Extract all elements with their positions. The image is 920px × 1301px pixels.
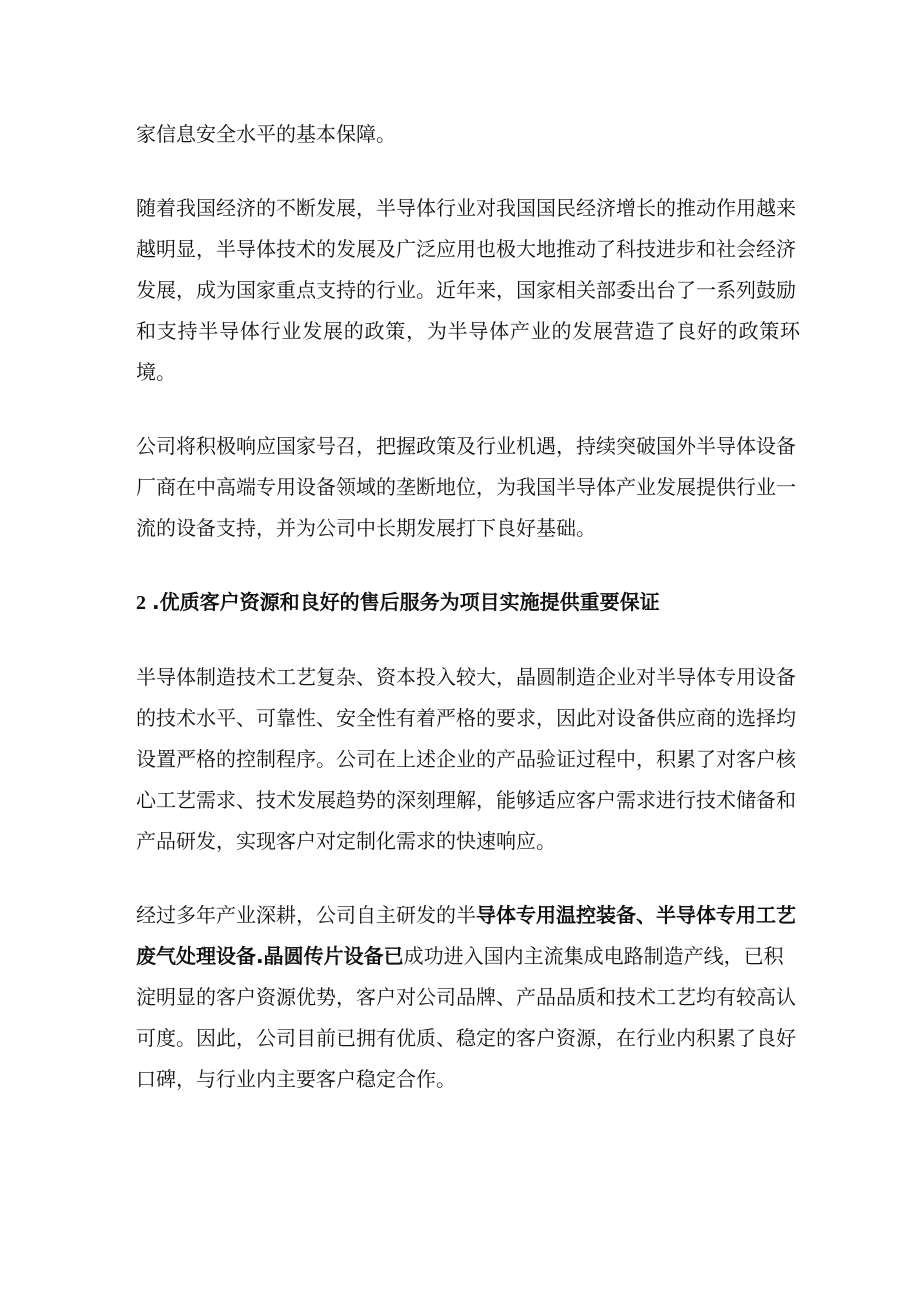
- paragraph-5: [136, 895, 800, 1100]
- section-title: .优质客户资源和良好的售后服务为项目实施提供重要保证: [152, 590, 660, 614]
- paragraph-5-rest: 成功进入国内主流集成电路制造产线，已积 淀明显的客户资源优势，客户对公司品牌、产品品质和技术工艺均有较高认 可度。因此，公司目前已拥有优质、稳定的客户资源，在行业内积累了良好 口碑，与行业内主要客户稳定合作。: [136, 944, 796, 1091]
- document-body: [136, 114, 800, 1133]
- paragraph-2: 随着我国经济的不断发展，半导体行业对我国国民经济增长的推动作用越来 越明显，半导体技术的发展及广泛应用也极大地推动了科技进步和社会经济 发展，成为国家重点支持的行业。近年来，国家相关部委出台了一系列鼓励 和支持半导体行业发展的政策，为半导体产业的发展营造了良好的政策环境。: [136, 196, 800, 384]
- section-number: 2: [136, 592, 146, 614]
- section-heading: [136, 582, 800, 624]
- paragraph-3: 公司将积极响应国家号召，把握政策及行业机遇，持续突破国外半导体设备 厂商在中高端专用设备领域的垄断地位，为我国半导体产业发展提供行业一 流的设备支持，并为公司中长期发展打下良好基础。: [136, 434, 796, 540]
- paragraph-5-intro: 经过多年产业深耕，公司自主研发的半: [136, 903, 476, 927]
- paragraph-5-bold: 导体专用温控装备、半导体专用工艺 废气处理设备.晶圆传片设备已: [136, 903, 796, 968]
- paragraph-1: 家信息安全水平的基本保障。: [136, 122, 396, 146]
- paragraph-4: 半导体制造技术工艺复杂、资本投入较大，晶圆制造企业对半导体专用设备 的技术水平、可靠性、安全性有着严格的要求，因此对设备供应商的选择均 设置严格的控制程序。公司在上述企业的产品验证过程中，积累了对客户核 心工艺需求、技术发展趋势的深刻理解，能够适应客户需求进行技术储备和 产品研发，实现客户对定制化需求的快速响应。: [136, 665, 796, 853]
